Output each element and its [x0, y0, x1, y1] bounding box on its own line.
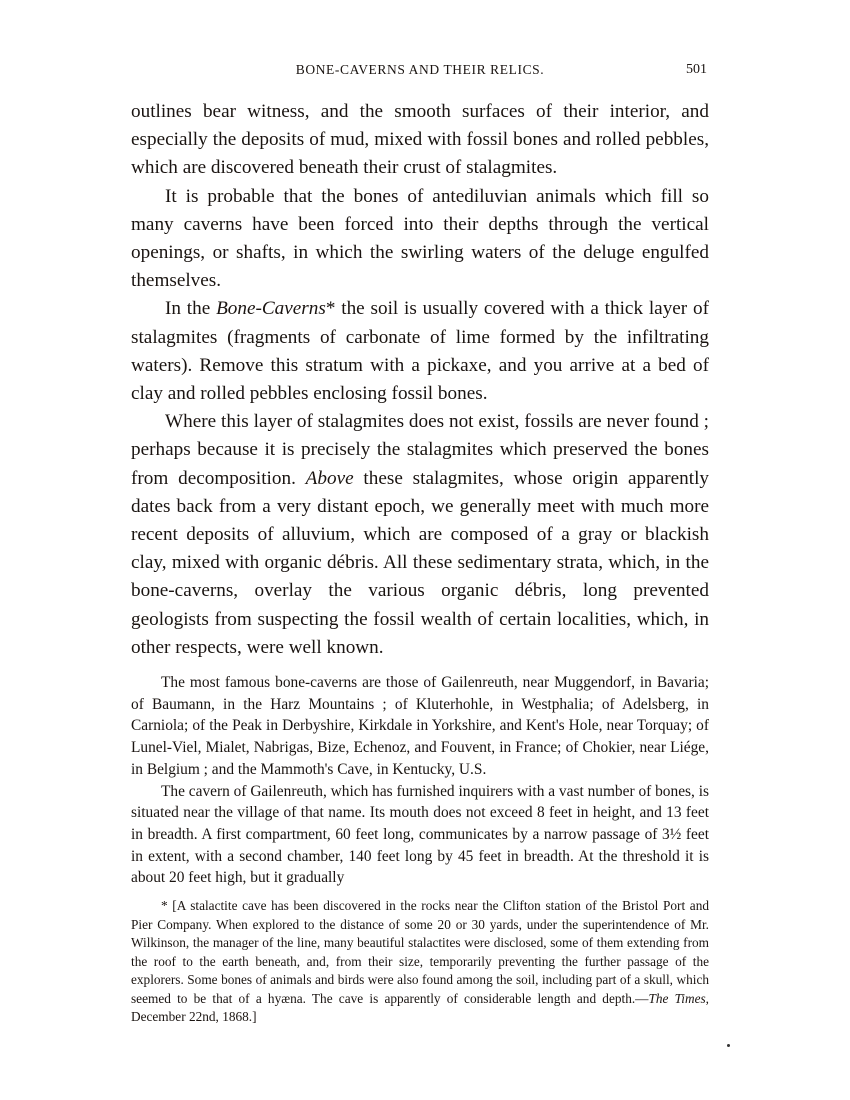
- above-emphasis: Above: [305, 467, 354, 489]
- book-page: [131, 60, 709, 1040]
- paragraph-3-start: In the: [165, 298, 217, 320]
- famous-caverns-paragraph: The most famous bone-caverns are those of Gailenreuth, near Muggendorf, in Bavaria; of Baumann, in the Harz Mountains ; of Kluterhohle, in Westphalia; of Adelsberg, in Carniola; of the Peak in Derbyshire, Kirkdale in Yorkshire, and Kent's Hole, near Torquay; of Lunel-Viel, Mialet, Nabrigas, Bize, Echenoz, and Fouvent, in France; of Chokier, near Liége, in Belgium ; and the Mammoth's Cave, in Kentucky, U.S.: [131, 674, 709, 778]
- footnote-date: , December 22nd, 1868.]: [131, 990, 709, 1025]
- paragraph-4-rest: these stalagmites, whose origin apparently dates back from a very distant epoch, we generally meet with much more recent deposits of alluvium, which are composed of a gray or blackish clay, mixed with organic débris. All these sedimentary strata, which, in the bone-caverns, overlay the various organic débris, long prevented geologists from suspecting the fossil wealth of certain localities, which, in other respects, were well known.: [131, 467, 709, 658]
- page-number: 501: [686, 62, 707, 77]
- small-print-section: [131, 672, 709, 889]
- running-head: [131, 60, 709, 82]
- footnote-source: The Times: [648, 990, 706, 1006]
- running-title: BONE-CAVERNS AND THEIR RELICS.: [295, 62, 545, 77]
- main-text: [131, 98, 709, 662]
- paragraph-2: It is probable that the bones of antediluvian animals which fill so many caverns have been forced into their depths through the vertical openings, or shafts, in which the swirling waters of the deluge engulfed themselves.: [131, 185, 709, 292]
- footnote: [131, 897, 709, 1027]
- bone-caverns-term: Bone-Caverns: [216, 298, 326, 320]
- paragraph-4: [131, 408, 709, 662]
- paragraph-1: outlines bear witness, and the smooth surfaces of their interior, and especially the deposits of mud, mixed with fossil bones and rolled pebbles, which are discovered beneath their crust of stalagmites.: [131, 101, 709, 179]
- paragraph-3: [131, 295, 709, 408]
- footnote-text: * [A stalactite cave has been discovered in the rocks near the Clifton station of the Bristol Port and Pier Company. When explored to the distance of some 20 or 30 yards, under the superintendence of Mr. Wilkinson, the manager of the line, many beautiful stalactites were disclosed, some of them extending from the roof to the earth beneath, and, from their size, temporarily preventing the further passage of the explorers. Some bones of animals and birds were also found among the soil, including part of a skull, which seemed to be that of a hyæna. The cave is apparently of considerable length and depth.—: [131, 898, 709, 1006]
- paragraph-4-start: Where this layer of stalagmites does not exist, fossils are never found ; perhaps because it is precisely the stalagmites which preserved the bones from decomposition.: [131, 411, 709, 489]
- paragraph-3-rest: * the soil is usually covered with a thick layer of stalagmites (fragments of carbonate of lime formed by the infiltrating waters). Remove this stratum with a pickaxe, and you arrive at a bed of clay and rolled pebbles enclosing fossil bones.: [131, 298, 709, 405]
- print-speck: [727, 1044, 730, 1047]
- gailenreuth-paragraph: The cavern of Gailenreuth, which has furnished inquirers with a vast number of bones, is situated near the village of that name. Its mouth does not exceed 8 feet in height, and 13 feet in breadth. A first compartment, 60 feet long, communicates by a narrow passage of 3½ feet in extent, with a second chamber, 140 feet long by 45 feet in breadth. At the threshold it is about 20 feet high, but it gradually: [131, 782, 709, 887]
